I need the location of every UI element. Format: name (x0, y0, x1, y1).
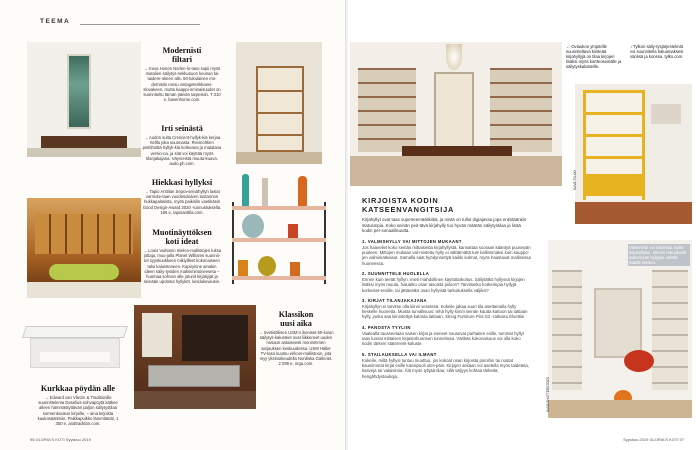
item-body: → Louis Vuittonin mielen-mallistojen luksa jottaja, muu-jalla Planet Williams suunnit-tel syyskuukkeen mikiylliset kokonaiseen taloi kaluistoneen. Kapiryinne ainakin ideen säily-tysiden maksiminoineeseta – huomaa sohvan alle jotunit kirjatiyjät ja seinään upotetut hyllyköt. luisdukewiusin. (142, 248, 222, 285)
photo-library-room (350, 42, 562, 186)
item-muotinayttoksen-koti (142, 228, 222, 298)
item-title: Hiekkasi hyllyksi (151, 178, 213, 187)
item-body: → Tapio Anttilan Sepra-seinähyllyn lasiat varmote-taan vuodesolaiven tuotannon hukkapalasista, myös paikinlin vaetikäsin Good Design-Award 2020 -tunnustuksella. 165 e, tapioanttila.com. (142, 189, 222, 215)
article-kirjahyllyt (362, 196, 532, 379)
item-hiekkasi-hyllyksi (142, 178, 222, 226)
right-page (348, 0, 696, 450)
photo-credit-shutterstock: KUVA SHUTTERSTOCK (546, 376, 550, 412)
tip-text: Kokeile, miltä hyllysi tuntuu muuttuu, jos kokoat osan kirjoista pinoihin tai nostat kauniimmat kirjat esille kansipuoli ulos-päin. Kirjojen sekaan voi asetella myös taideteta, kasveja tai valaisimia. Älä myös tyhjää tilaa, sillä väljyys kohtaa tärkeitä, hengähdystaukoja.. (362, 357, 529, 379)
article-lead: Kirjahyllyt ovat taas superteemäälikiitiä, ja niistä on tullut digiajassa jopa entistäänkin statusmpia. Koko seinän peit-tävä kirjahylly tuo hyvän määrän säilytystilaa ja lisää kodin per-sonaallisuutta. (362, 217, 527, 234)
item-title: Irti seinästä (161, 124, 203, 133)
item-kurkkaa-poydan-alle (36, 384, 120, 430)
kicker-rule (80, 24, 200, 25)
caption-tylko: ↓ Tylkon säily-tysjärjestelmät voi suunnitella haluamaksesi värissä ja koossa. tylko.com. (630, 44, 684, 59)
item-title: Klassikon uusi aika (278, 310, 314, 328)
photo-usm-haller-room (134, 305, 256, 409)
tip-heading: 3. KIRJAT TILANJAKAJANA (362, 297, 427, 303)
section-kicker: TEEMA (40, 18, 71, 25)
photo-staircase-shelves (548, 240, 692, 418)
item-modernisti-filtari (142, 46, 222, 118)
item-body: → Edward van Vliezin & Traditionille suunnittelema Deselius-sohvapöytä kätkee alleen hämmästyttävän paljon säilytystilaa sormenkoukun kirjoille, – aina kirjoista kaukosäätimiin. Paikkapuikko lämmitävät, 1 350 e, andtradition.com. (37, 395, 119, 427)
tip-heading: 4. PANOSTA TYYLIIN (362, 324, 411, 330)
photo-wall-shelf-glassware (228, 172, 332, 290)
photo-white-table (20, 318, 130, 384)
tip-heading: 5. STAILAUKSELLA VAI ILMANT (362, 351, 437, 357)
caption-staircase-shelves: Väkeerrän voi rakentaa myös kirjahyllyksi. Sileöin reki pikeilä kulkemaan hyllyjen välistä lisätilä hissien. (628, 244, 690, 266)
photo-wall-art (27, 42, 141, 157)
caption-doorway-shelves: ← Oviaukon ympärille suunniteltava kiinteää kirjahyllyjä on tilaa kirjojen lisäksi myös kortteoseinälle ja säilytyskalusteille. (566, 44, 622, 69)
item-title: Modernisti filtari (162, 46, 202, 64)
item-title: Kurkkaa pöydän alle (40, 384, 116, 393)
tip-text: Ennen kuin teetät hyllyn, mieti mahdollinen käyttötarkoitus. Säilytätkö hyllyssä kirjojen lisäksi myös muuta, haluatko osan tasoista piiloon? Tarvitsetko korkeimpia hyllyjä korkeiset-ensille, tai jättävätkö osan hyllyistä tarkoituksella väljiksi? (362, 276, 525, 293)
item-body: → Kuva Honen Norlen-lo-taso sopii myös matalien säilytys-nekkusuon keunan tai taidere-okeen alle. 50-lukulainen mo-dernistin ronsu vintageterikkaeni- slovakeen, mutta kaappi-ominaisuudet on suunniteltu tämän päivän tarpeisiin. 7 310 e, bavenhome.com. (143, 66, 221, 103)
left-folio: 96 GLORIA'S KOTI Syyskuu 2019 (30, 437, 91, 442)
item-irti-seinasta (142, 124, 222, 174)
tip-heading: 1. VALMISHYLLY VAI MITTOJEN MUKAAN? (362, 238, 462, 244)
item-title: Muotinäyttöksen koti ideat (152, 228, 212, 246)
article-title: KIRJOISTA KODIN KATSEENVANGITSIJA (362, 196, 455, 214)
tip-heading: 2. SUUNNITTELE HUOLELLA (362, 270, 430, 276)
item-klassikon-uusi-aika (258, 310, 334, 400)
photo-open-shelf (236, 42, 322, 164)
item-body: → Audon sulta Crescent-hyllyk-kiä kerjaa Itellla joka suunnasta. Revinohken pinttihoittä hyllyk-kiä korkeana ja matalana versio-na, ja sitä voi käyttää myös tilanjakajana. Väyvreistä muuta-kuuva. audo.ph.com. (142, 135, 222, 167)
right-folio: Syyskuu 2019 GLORIA'S KOTI 97 (623, 437, 684, 442)
tip-text: Kirjahyllyn ei tarvitse olla kiinni seinässä. Kokeile jakaa suuri tila asettamalla hylly keskelle huonetta. Muista turvallisuus: tehä hylly kiinni seinän kautta kattoon tai lattiaan hylly, jonka saa kiinnitettyä katosta lattiaan. String Furniture Pira G2 -ratkaisu Elvettiin. (362, 303, 528, 320)
tip-text: Jos haaveilet koko seinän mittaisesta kirjahyllystä, kannattaa suoraan kääntyä puusepän puoleen. Mittojen mukaan val-mistettu hylly ei välttämättä tule kalliimmaksi kuin kauppo-jen valmisratkaisut. Samalla saat hyödynnettyä kaikki kulmat, myös haastavat mallisessa huoneessa. (362, 244, 531, 266)
left-page (0, 0, 346, 450)
tip-text: Vaalealla tausseetaan saisen kirjat ja esineet nousevat parhaiten esille, tummat hyllyt taas luovat mittaisen kirjastohuoneen tunnelmaa. Värikäs kokonaisuus voi olla koko kodin tärkein statement-kaluste. (362, 330, 524, 347)
item-body: → Svetisöliisen USM:n ikoniset 60-luvun säilytys-kalusteet ovat liikkeneet uuden nosaun antaiseesti moninmmen sarjauksen keskuudessa. USM Haller TV-taso kuutsu erikoin-mallistoon, jota myy yksinoikeudella Nordiska Galleriet. 2 099 e, nrga.com. (258, 330, 334, 367)
photo-yellow-shelving (575, 84, 692, 224)
photo-boutique-interior (27, 198, 141, 298)
photo-credit-tylko: KUVA TYLKO (573, 170, 577, 190)
